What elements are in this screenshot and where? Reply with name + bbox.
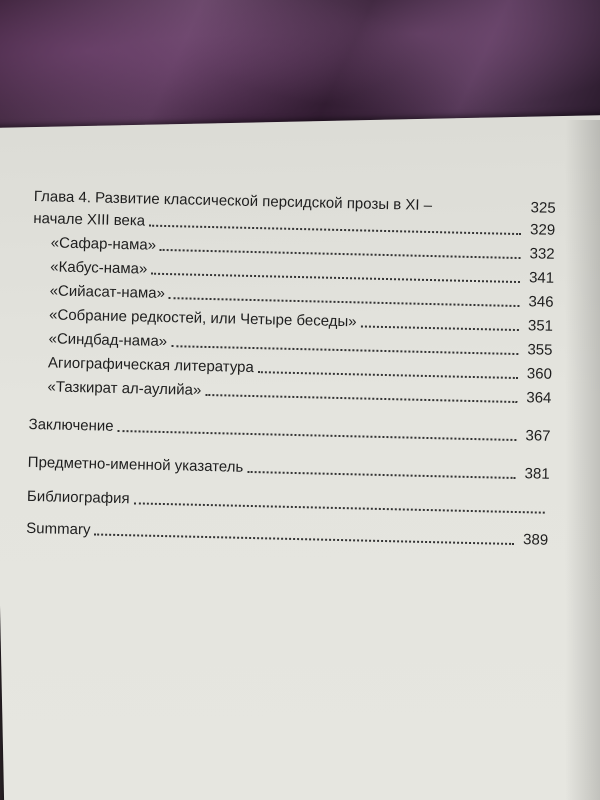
leader-dots (171, 343, 518, 355)
leader-dots (149, 223, 521, 235)
toc-entry (28, 454, 550, 484)
leader-dots (258, 369, 518, 379)
leader-dots (160, 247, 521, 259)
leader-dots (205, 392, 517, 403)
entry-title: «Тазкират ал-аулийа» (47, 378, 202, 399)
entry-title: Summary (26, 519, 91, 539)
entry-page: 332 (529, 245, 555, 263)
entry-title: Заключение (28, 415, 114, 435)
entry-title: «Собрание редкостей, или Четыре беседы» (48, 306, 357, 331)
toc-entry (27, 488, 549, 518)
entry-title: Предметно-именной указатель (27, 453, 244, 476)
entry-page: 341 (528, 269, 555, 287)
chapter-page-2: 329 (529, 221, 556, 239)
leader-dots (169, 295, 520, 307)
entry-title: Библиография (26, 487, 130, 508)
table-of-contents (26, 188, 556, 550)
entry-title: «Сафар-нама» (50, 234, 157, 254)
leader-dots (151, 271, 520, 283)
chapter-title: Глава 4. Развитие классической персидской прозы в XI – (33, 188, 433, 215)
entry-page: 367 (525, 427, 551, 445)
leader-dots (247, 469, 515, 479)
chapter-title-continued: начале XIII века (33, 209, 146, 230)
page-shadow (565, 120, 600, 800)
entry-page: 389 (522, 531, 549, 549)
leader-dots (117, 428, 516, 441)
toc-entry (28, 416, 550, 446)
entry-page: 355 (527, 341, 553, 359)
entry-page: 381 (524, 465, 550, 483)
leader-dots (133, 502, 544, 513)
entry-title: «Сийасат-нама» (49, 282, 166, 302)
entry-page: 364 (526, 389, 552, 407)
entry-page: 360 (526, 365, 553, 383)
entry-title: Агиографическая литература (47, 354, 255, 377)
entry-title: «Кабус-нама» (50, 258, 148, 278)
entry-title: «Синдбад-нама» (48, 330, 168, 351)
leader-dots (361, 323, 519, 331)
entry-page: 346 (528, 293, 554, 311)
chapter-page-1: 325 (530, 199, 556, 217)
toc-entry (29, 378, 551, 408)
entry-page: 351 (527, 317, 554, 335)
